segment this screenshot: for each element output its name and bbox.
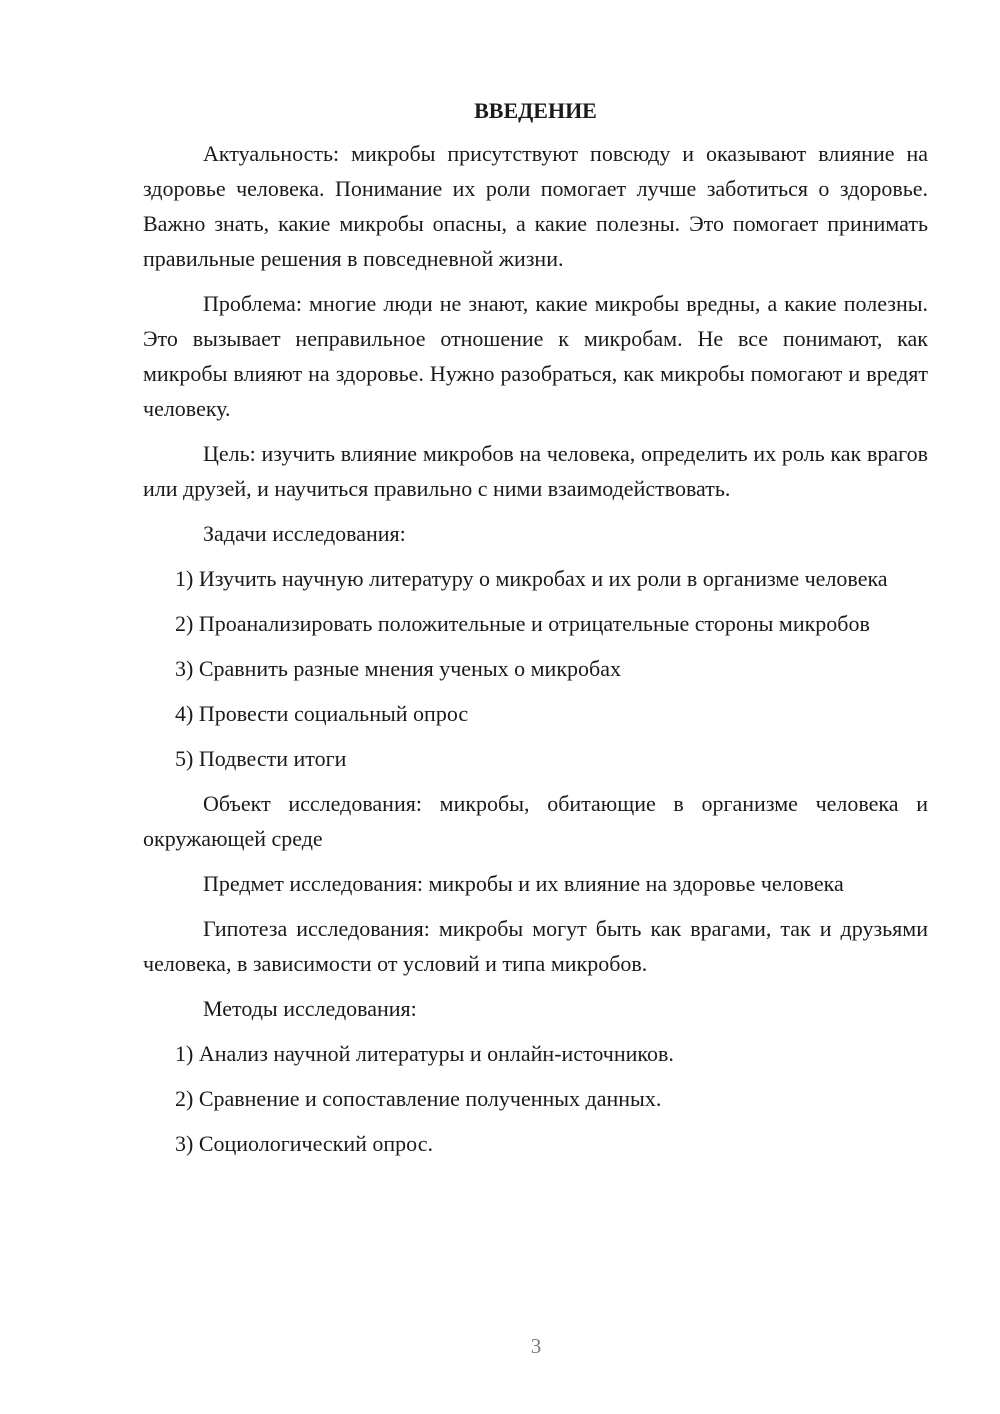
object-paragraph: Объект исследования: микробы, обитающие в организме человека и окружающей среде [143,791,928,851]
method-item-1: 1) Анализ научной литературы и онлайн-источников. [175,1041,674,1066]
subject-paragraph: Предмет исследования: микробы и их влияние на здоровье человека [203,871,844,896]
task-item-2: 2) Проанализировать положительные и отрицательные стороны микробов [175,611,870,636]
task-item-5: 5) Подвести итоги [175,746,347,771]
page-content [143,96,928,1171]
problem-paragraph: Проблема: многие люди не знают, какие микробы вредны, а какие полезны. Это вызывает неправильное отношение к микробам. Не все понимают, как микробы влияют на здоровье. Нужно разобраться, как микробы помогают и вредят человеку. [143,291,928,421]
method-item-2: 2) Сравнение и сопоставление полученных данных. [175,1086,662,1111]
tasks-heading: Задачи исследования: [203,521,406,546]
task-item-3: 3) Сравнить разные мнения ученых о микробах [175,656,621,681]
hypothesis-paragraph: Гипотеза исследования: микробы могут быть как врагами, так и друзьями человека, в зависимости от условий и типа микробов. [143,916,928,976]
methods-heading: Методы исследования: [203,996,417,1021]
goal-paragraph: Цель: изучить влияние микробов на человека, определить их роль как врагов или друзей, и научиться правильно с ними взаимодействовать. [143,441,928,501]
relevance-paragraph: Актуальность: микробы присутствуют повсюду и оказывают влияние на здоровье человека. Понимание их роли помогает лучше заботиться о здоровье. Важно знать, какие микробы опасны, а какие полезны. Это помогает принимать правильные решения в повседневной жизни. [143,141,928,271]
method-item-3: 3) Социологический опрос. [175,1131,433,1156]
page-number: 3 [530,1334,542,1358]
task-item-1: 1) Изучить научную литературу о микробах и их роли в организме человека [175,566,888,591]
task-item-4: 4) Провести социальный опрос [175,701,469,726]
page-title: ВВЕДЕНИЕ [474,98,597,123]
